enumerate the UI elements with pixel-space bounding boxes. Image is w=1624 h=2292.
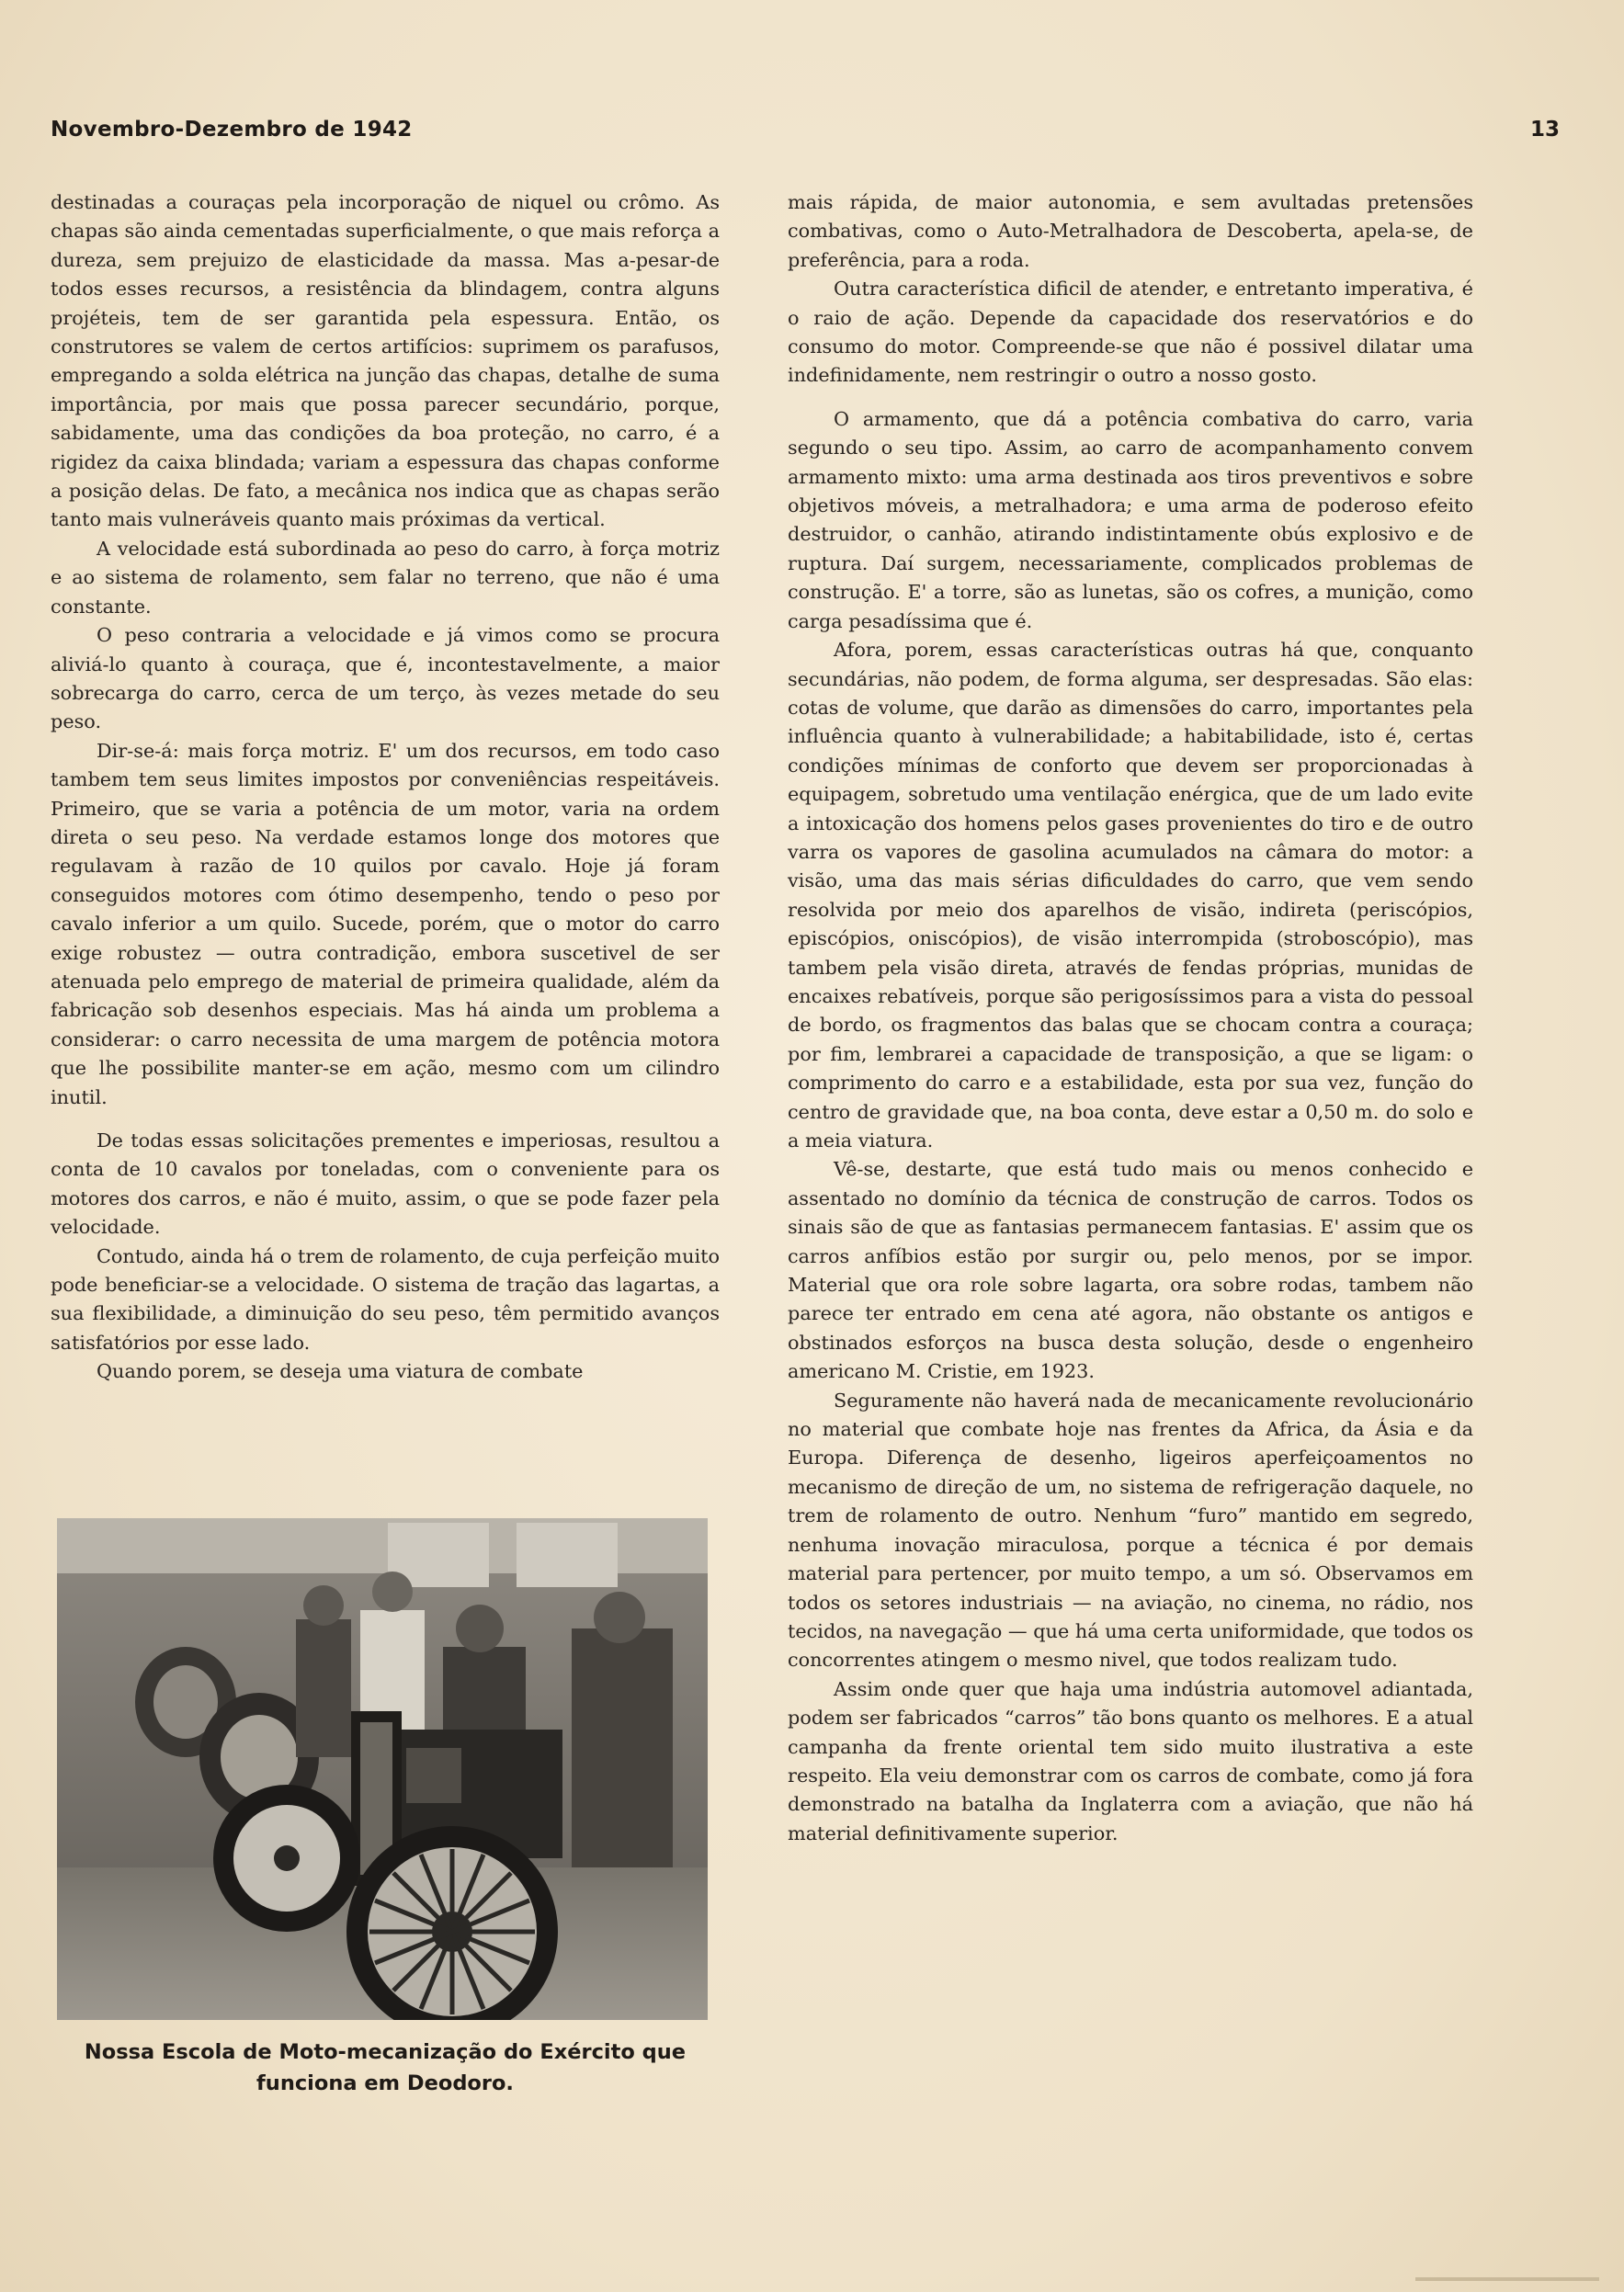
paragraph: O peso contraria a velocidade e já vimos como se procura aliviá-lo quanto à couraça, que é, incontestavelmente, a maior sobrecarga do carro, cerca de um terço, às vezes metade do seu peso. — [51, 624, 720, 733]
paragraph: Assim onde quer que haja uma indústria automovel adiantada, podem ser fabricados “carros” tão bons quanto os melhores. E a atual campanha da frente oriental tem sido muito ilustrativa a este respeito. Ela veiu demonstrar com os carros de combate, como já fora demonstrado na batalha da Inglaterra com a aviação, que não há material definitivamente superior. — [788, 1677, 1473, 1844]
paragraph: Seguramente não haverá nada de mecanicamente revolucionário no material que combate hoje nas frentes da Africa, da Ásia e da Europa. Diferença de desenho, ligeiros aperfeiçoamentos no mecanismo de direção de um, no sistema de refrigeração daquele, no trem de rolamento de outro. Nenhum “furo” mantido em segredo, nenhuma inovação miraculosa, porque a técnica é por demais material para pertencer, por muito tempo, a um só. Observamos em todos os setores industriais — na aviação, no cinema, no rádio, nos tecidos, na navegação — que há uma certa uniformidade, que todos os concorrentes atingem o mesmo nivel, que todos realizam tudo. — [788, 1389, 1473, 1672]
paragraph: Quando porem, se deseja uma viatura de combate — [97, 1360, 584, 1383]
paragraph: Dir-se-á: mais força motriz. E' um dos recursos, em todo caso tambem tem seus limites impostos por conveniências respeitáveis. Primeiro, que se varia a potência de um motor, varia na ordem direta o seu peso. Na verdade estamos longe dos motores que regulavam à razão de 10 quilos por cavalo. Hoje já foram conseguidos motores com ótimo desempenho, tendo o peso por cavalo inferior a um quilo. Sucede, porém, que o motor do carro exige robustez — outra contradição, embora suscetivel de ser atenuada pelo emprego de material de primeira qualidade, além da fabricação sob desenhos especiais. Mas há ainda um problema a considerar: o carro necessita de uma margem de potência motora que lhe possibilite manter-se em ação, mesmo com um cilindro inutil. — [51, 739, 720, 1108]
right-column — [788, 188, 1473, 1848]
workshop-photo — [57, 1518, 708, 2020]
photo-caption: Nossa Escola de Moto-mecanização do Exército que funciona em Deodoro. — [84, 2040, 687, 2095]
page-number: 13 — [1529, 118, 1560, 142]
paragraph: Vê-se, destarte, que está tudo mais ou menos conhecido e assentado no domínio da técnica de construção de carros. Todos os sinais são de que as fantasias permanecem fantasias. E' assim que os carros anfíbios estão por surgir ou, pelo menos, por se impor. Material que ora role sobre lagarta, ora sobre rodas, tambem não parece ter entrado em cena até agora, não obstante os antigos e obstinados esforços na busca desta solução, desde o engenheiro americano M. Cristie, em 1923. — [788, 1158, 1473, 1383]
left-column — [51, 188, 720, 1387]
photo-illustration — [57, 1518, 708, 2020]
issue-date: Novembro-Dezembro de 1942 — [51, 118, 413, 142]
paragraph: De todas essas solicitações prementes e imperiosas, resultou a conta de 10 cavalos por toneladas, com o conveniente para os motores dos carros, e não é muito, assim, o que se pode fazer pela velocidade. — [51, 1129, 720, 1239]
page-edge-mark — [1415, 2277, 1599, 2281]
paragraph: Contudo, ainda há o trem de rolamento, de cuja perfeição muito pode beneficiar-se a velocidade. O sistema de tração das lagartas, a sua flexibilidade, a diminuição do seu peso, têm permitido avanços satisfatórios por esse lado. — [51, 1244, 720, 1354]
paragraph: mais rápida, de maior autonomia, e sem avultadas pretensões combativas, como o Auto-Metralhadora de Descoberta, apela-se, de preferência, para a roda. — [788, 191, 1473, 271]
paragraph: A velocidade está subordinada ao peso do carro, à força motriz e ao sistema de rolamento, sem falar no terreno, que não é uma constante. — [51, 537, 720, 618]
paragraph: destinadas a couraças pela incorporação de niquel ou crômo. As chapas são ainda cementadas superficialmente, o que mais reforça a dureza, sem prejuizo de elasticidade da massa. Mas a-pesar-de todos esses recursos, a resistência da blindagem, contra alguns projéteis, tem de ser garantida pela espessura. Então, os construtores se valem de certos artifícios: suprimem os parafusos, empregando a solda elétrica na junção das chapas, detalhe de suma importância, por mais que possa parecer secundário, porque, sabidamente, uma das condições da boa proteção, no carro, é a rigidez da caixa blindada; variam a espessura das chapas conforme a posição delas. De fato, a mecânica nos indica que as chapas serão tanto mais vulneráveis quanto mais próximas da vertical. — [51, 191, 720, 531]
paragraph: Outra característica dificil de atender, e entretanto imperativa, é o raio de ação. Depende da capacidade dos reservatórios e do consumo do motor. Compreende-se que não é possivel dilatar uma indefinidamente, nem restringir o outro a nosso gosto. — [788, 278, 1473, 387]
paragraph: O armamento, que dá a potência combativa do carro, varia segundo o seu tipo. Assim, ao carro de acompanhamento convem armamento mixto: uma arma destinada aos tiros preventivos e sobre objetivos móveis, a metralhadora; e uma arma de poderoso efeito destruidor, o canhão, atirando indistintamente obús explosivo e de ruptura. Daí surgem, necessariamente, complicados problemas de construção. E' a torre, são as lunetas, são os cofres, a munição, como carga pesadíssima que é. — [788, 407, 1473, 632]
page-header — [51, 118, 1560, 154]
paragraph: Afora, porem, essas características outras há que, conquanto secundárias, não podem, de forma alguma, ser despresadas. São elas: cotas de volume, que darão as dimensões do carro, importantes pela influência quanto à vulnerabilidade; a habitabilidade, isto é, certas condições mínimas de conforto que devem ser proporcionadas à equipagem, sobretudo uma ventilação enérgica, que de um lado evite a intoxicação dos homens pelos gases provenientes do tiro e de outro varra os vapores de gasolina acumulados na câmara do motor: a visão, uma das mais sérias dificuldades do carro, que vem sendo resolvida por meio dos aparelhos de visão, indireta (periscópios, episcópios, oniscópios), de visão interrompida (stroboscópio), mas tambem pela visão direta, através de fendas próprias, munidas de encaixes rebatíveis, porque são perigosíssimos para a vista do pessoal de bordo, os fragmentos das balas que se chocam contra a couraça; por fim, lembrarei a capacidade de transposição, a que se ligam: o comprimento do carro e a estabilidade, esta por sua vez, função do centro de gravidade que, na boa conta, deve estar a 0,50 m. do solo e a meia viatura. — [788, 639, 1473, 1152]
